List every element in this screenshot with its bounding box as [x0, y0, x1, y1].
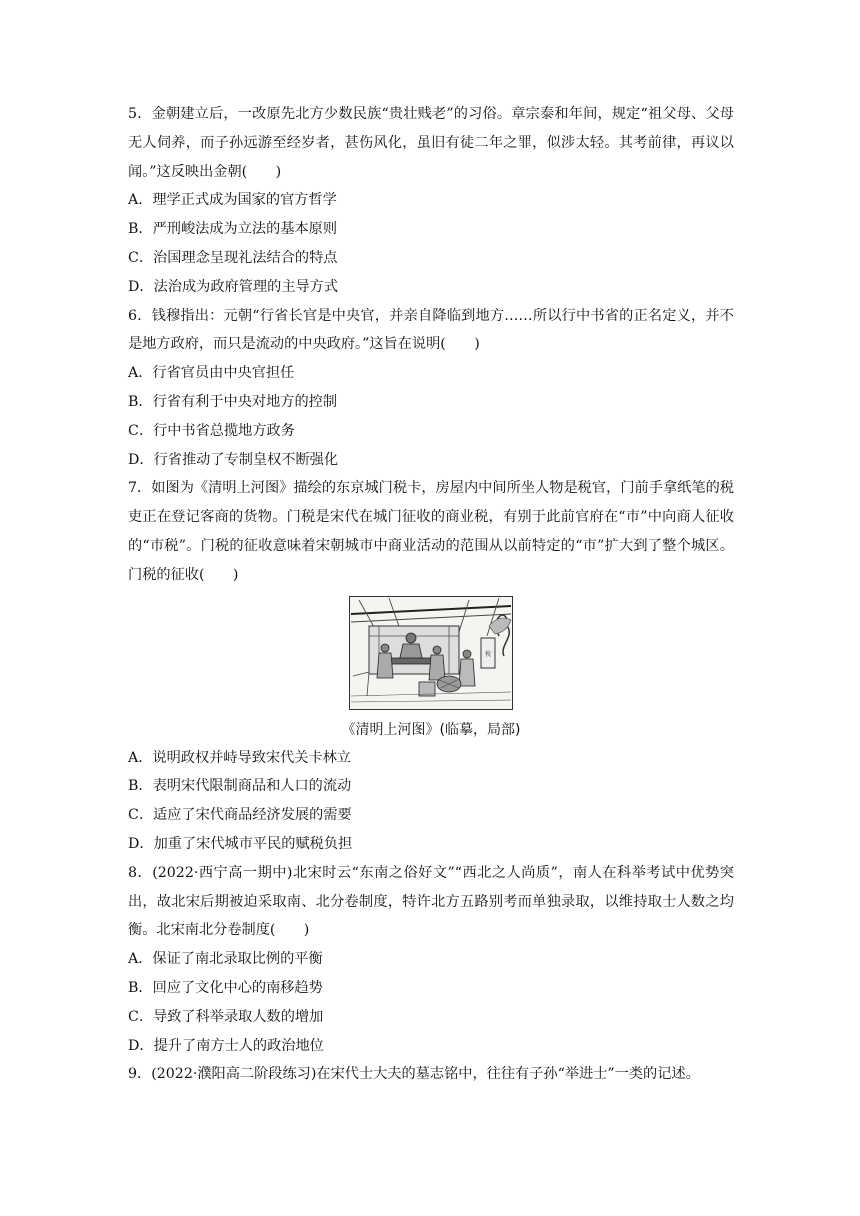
- question-8-stem: 8．(2022·西宁高一期中)北宋时云“东南之俗好文”“西北之人尚质”，南人在科举考试中优势突出，故北宋后期被迫采取南、北分卷制度，特许北方五路别考而单独录取，以维持取士人数之均衡。北宋南北分卷制度( ): [128, 864, 734, 939]
- question-8-option-d: D．提升了南方士人的政治地位: [128, 1037, 324, 1054]
- question-7-option-b: B．表明宋代限制商品和人口的流动: [128, 778, 352, 795]
- question-8-option-b: B．回应了文化中心的南移趋势: [128, 979, 323, 996]
- question-6-option-a: A．行省官员由中央官担任: [128, 365, 295, 382]
- question-5-option-b: B．严刑峻法成为立法的基本原则: [128, 221, 338, 238]
- question-7: [128, 474, 734, 858]
- question-7-option-a: A．说明政权并峙导致宋代关卡林立: [128, 749, 352, 766]
- question-list: [128, 100, 734, 1089]
- question-6-option-b: B．行省有利于中央对地方的控制: [128, 393, 338, 410]
- question-6-option-c: C．行中书省总揽地方政务: [128, 422, 295, 439]
- question-9-stem: 9．(2022·濮阳高二阶段练习)在宋代士大夫的墓志铭中，往往有子孙“举进士”一类的记述。: [128, 1066, 700, 1083]
- question-5: [128, 100, 734, 302]
- question-7-option-c: C．适应了宋代商品经济发展的需要: [128, 807, 352, 824]
- figure-caption: 《清明上河图》(临摹，局部): [341, 721, 521, 738]
- question-5-option-c: C．治国理念呈现礼法结合的特点: [128, 249, 338, 266]
- question-8-option-c: C．导致了科举录取人数的增加: [128, 1008, 324, 1025]
- question-6: [128, 302, 734, 475]
- painting-illustration: [349, 596, 513, 710]
- question-9: [128, 1060, 734, 1089]
- qingming-painting-figure: [128, 596, 734, 710]
- question-5-stem: 5．金朝建立后，一改原先北方少数民族“贵壮贱老”的习俗。章宗泰和年间，规定“祖父母、父母无人伺养，而子孙远游至经岁者，甚伤风化，虽旧有徒二年之罪，似涉太轻。其考前律，再议以闻。”这反映出金朝( ): [128, 106, 734, 180]
- question-8: [128, 859, 734, 1061]
- question-6-option-d: D．行省推动了专制皇权不断强化: [128, 451, 339, 468]
- question-6-stem: 6．钱穆指出：元朝“行省长官是中央官，并亲自降临到地方……所以行中书省的正名定义，并不是地方政府，而只是流动的中央政府。”这旨在说明( ): [128, 307, 734, 353]
- svg-text:稅: 稅: [484, 650, 492, 658]
- question-7-stem: 7．如图为《清明上河图》描绘的东京城门税卡，房屋内中间所坐人物是税官，门前手拿纸笔的税吏正在登记客商的货物。门税是宋代在城门征收的商业税，有别于此前官府在“市”中向商人征收的“市税”。门税的征收意味着宋朝城市中商业活动的范围从以前特定的“市”扩大到了整个城区。门税的征收( ): [128, 480, 734, 583]
- question-5-option-a: A．理学正式成为国家的官方哲学: [128, 192, 337, 209]
- question-5-option-d: D．法治成为政府管理的主导方式: [128, 278, 339, 295]
- question-8-option-a: A．保证了南北录取比例的平衡: [128, 951, 323, 968]
- question-7-option-d: D．加重了宋代城市平民的赋税负担: [128, 835, 353, 852]
